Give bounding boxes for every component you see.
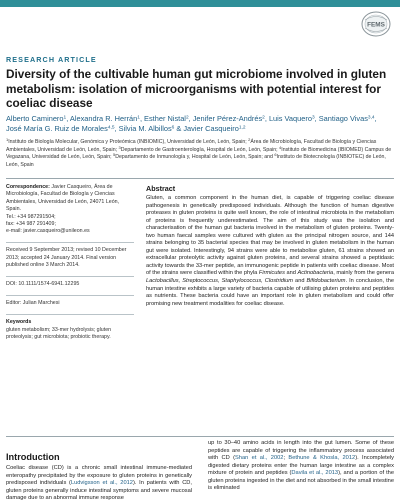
affiliation-text: Departamento de Inmunología y, Hospital de León, León, Spain; and [115,154,275,161]
author-affiliation-marker: 1 [63,115,67,121]
editor-line: Editor: Julian Marchesi [6,300,60,307]
author-name[interactable]: Esther Nistal [144,114,186,123]
header-divider [6,178,394,179]
affiliation-marker: 5 [113,152,116,158]
affiliation-text: Instituto de Biomedicina (IBIOMED) Campus de Vegazana, Universidad de León, León, Spain; [6,146,392,161]
article-title: Diversity of the cultivable human gut microbiome involved in gluten metabolism: isolation of microorganisms with potential interest for coeliac disease [6,67,387,111]
author-affiliation-marker: 2 [262,115,265,121]
affiliation-marker: 2 [248,137,251,142]
author-name[interactable]: Jenifer Pérez-Andrés [192,114,263,123]
citation-link[interactable]: Shan et al., 2002 [235,455,284,461]
correspondence-address: Javier Casqueiro, Área de Microbiología, Facultad de Biología y Ciencias Ambientales, Universidad de León, 24071 León, Spain. [6,184,120,213]
correspondence-block [6,184,134,236]
author-affiliation-marker: 1 [137,115,140,121]
correspondence-fax: fax: +34 987 291409; [6,221,56,228]
abstract-heading: Abstract [146,184,176,193]
article-type: RESEARCH ARTICLE [6,55,97,64]
affiliation-marker: 4 [279,144,282,150]
introduction-column-left: Coeliac disease (CD) is a chronic small intestinal immune-mediated enteropathy precipitated by the exposure to gluten proteins in genetically predisposed individuals (Ludvigsson et al., 2012). In patients with CD, gluten proteins generally induce intestinal symptoms and severe mucosal damage due to an abnormal immune response [6,465,192,500]
author-name[interactable]: José María G. Ruiz de Morales [6,123,108,133]
author-affiliation-marker: 3 [311,115,315,121]
history-dates: Received 9 September 2013; revised 10 December 2013; accepted 24 January 2014. Final version published online 3 March 2014. [6,247,127,269]
author-affiliation-marker: 3,4 [367,115,375,121]
taxon-name: Bifidobacterium [306,278,346,285]
correspondence-tel: Tel.: +34 987291504; [6,213,56,220]
author-name[interactable]: Santiago Vivas [318,114,368,123]
author-name[interactable]: Javier Casqueiro [183,123,239,133]
taxon-name: Lactobacillus, Streptococcus, Staphylococcus, Clostridium [146,278,293,285]
abstract-text: Gluten, a common component in the human diet, is capable of triggering coeliac disease pathogenesis in genetically predisposed individuals. Although the function of human digestive proteases in gluten proteins is quite well known, the role of intestinal microbiota in the metabolism of proteins is frequently underestimated. The aim of this study was the isolation and characterisation of the human gut bacteria involved in the metabolism of gluten proteins. Twenty-two human faecal samples were cultured with gluten as the principal nitrogen source, and 144 strains belonging to 35 bacterial species that may be involved in gluten metabolism in the human gut were isolated. Interestingly, 94 strains were able to metabolise gluten, 61 strains showed an extracellular proteolytic activity against gluten proteins, and several strains showed a peptidasic activity towards the 33-mer peptide, an immunogenic peptide in patients with coeliac disease. Most of the strains were classified within the phyla Firmicutes and Actinobacteria, mainly from the genera Lactobacillus, Streptococcus, Staphylococcus, Clostridium and Bifidobacterium. In conclusion, the human intestine exhibits a large variety of bacteria capable of utilising gluten proteins and peptides as nutrients. These bacteria could have an important role in gluten metabolism and could offer promising new treatment modalities for coeliac disease. [146,195,395,307]
author-separator: , [374,114,377,123]
taxon-name: Actinobacteria [297,270,334,277]
affiliation-text: Instituto de Biotecnología (INBIOTEC) de León, León, Spain [6,154,386,168]
author-affiliation-marker: 2 [185,115,189,121]
citation-link[interactable]: Ludvigsson et al., 2012 [70,480,133,486]
author-separator: , [66,114,70,123]
author-name[interactable]: Alexandra R. Herrán [69,114,138,123]
taxon-name: Firmicutes [258,270,285,277]
sidebar-divider [6,242,134,243]
author-affiliation-marker: 1,2 [238,125,246,131]
correspondence-email[interactable]: e-mail: javier.casqueiro@unileon.es [6,228,90,235]
introduction-heading: Introduction [6,452,60,462]
author-name[interactable]: Alberto Caminero [6,114,64,123]
doi-link[interactable]: DOI: 10.1111/1574-6941.12295 [6,281,80,288]
body-divider [6,436,394,437]
citation-link[interactable]: Davila et al., 2013 [291,470,339,476]
author-name[interactable]: Luis Vaquero [268,114,312,123]
affiliation-text: Instituto de Biología Molecular, Genómica y Proteómica (INBIOMIC), Universidad de León, León, Spain; [8,139,249,145]
affiliations [6,139,398,169]
affiliation-marker: 1 [6,137,9,142]
author-separator: , [188,114,193,123]
affiliation-marker: 6 [274,152,277,158]
sidebar-divider [6,276,134,277]
affiliation-marker: 3 [118,144,121,150]
author-list [6,114,396,134]
author-separator: , [139,114,145,123]
citation-link[interactable]: Bethune & Khosla, 2012 [288,455,356,461]
author-separator: , [264,114,269,123]
affiliation-text: Departamento de Gastroenterología, Hospital de León, León, Spain; [120,146,280,153]
fems-logo-icon [361,11,391,37]
journal-top-bar [0,0,400,7]
author-name[interactable]: Silvia M. Albillos [118,123,172,133]
keywords-label: Keywords [6,319,32,326]
fems-logo [361,11,391,37]
affiliation-text: Área de Microbiología, Facultad de Biología y Ciencias Ambientales, Universidad de León, León, Spain; [6,139,377,153]
author-separator: , [114,123,119,133]
author-affiliation-marker: 6 [171,125,175,131]
sidebar-divider [6,314,134,315]
logo-text: FEMS [367,21,385,29]
author-separator: & [174,123,184,133]
introduction-column-right: up to 30–40 amino acids in length into the gut lumen. Some of these peptides are capable of triggering the inflammatory process associated with CD (Shan et al., 2002; Bethune & Khosla, 2012). Incompletely digested dietary proteins enter the human large intestine as a complex mixture of protein and peptides (Davila et al., 2013), and a portion of the gluten proteins ingested in the diet and not absorbed in the small intestine is eliminated [208,440,394,491]
author-separator: , [314,114,319,123]
sidebar-divider [6,295,134,296]
author-affiliation-marker: 4,5 [107,125,115,131]
article-info-sidebar [6,184,134,347]
keywords-list: gluten metabolism; 33-mer hydrolysis; gluten proteolysis; gut microbiota; probiotic therapy. [6,326,112,341]
correspondence-label: Correspondence: [6,184,50,190]
